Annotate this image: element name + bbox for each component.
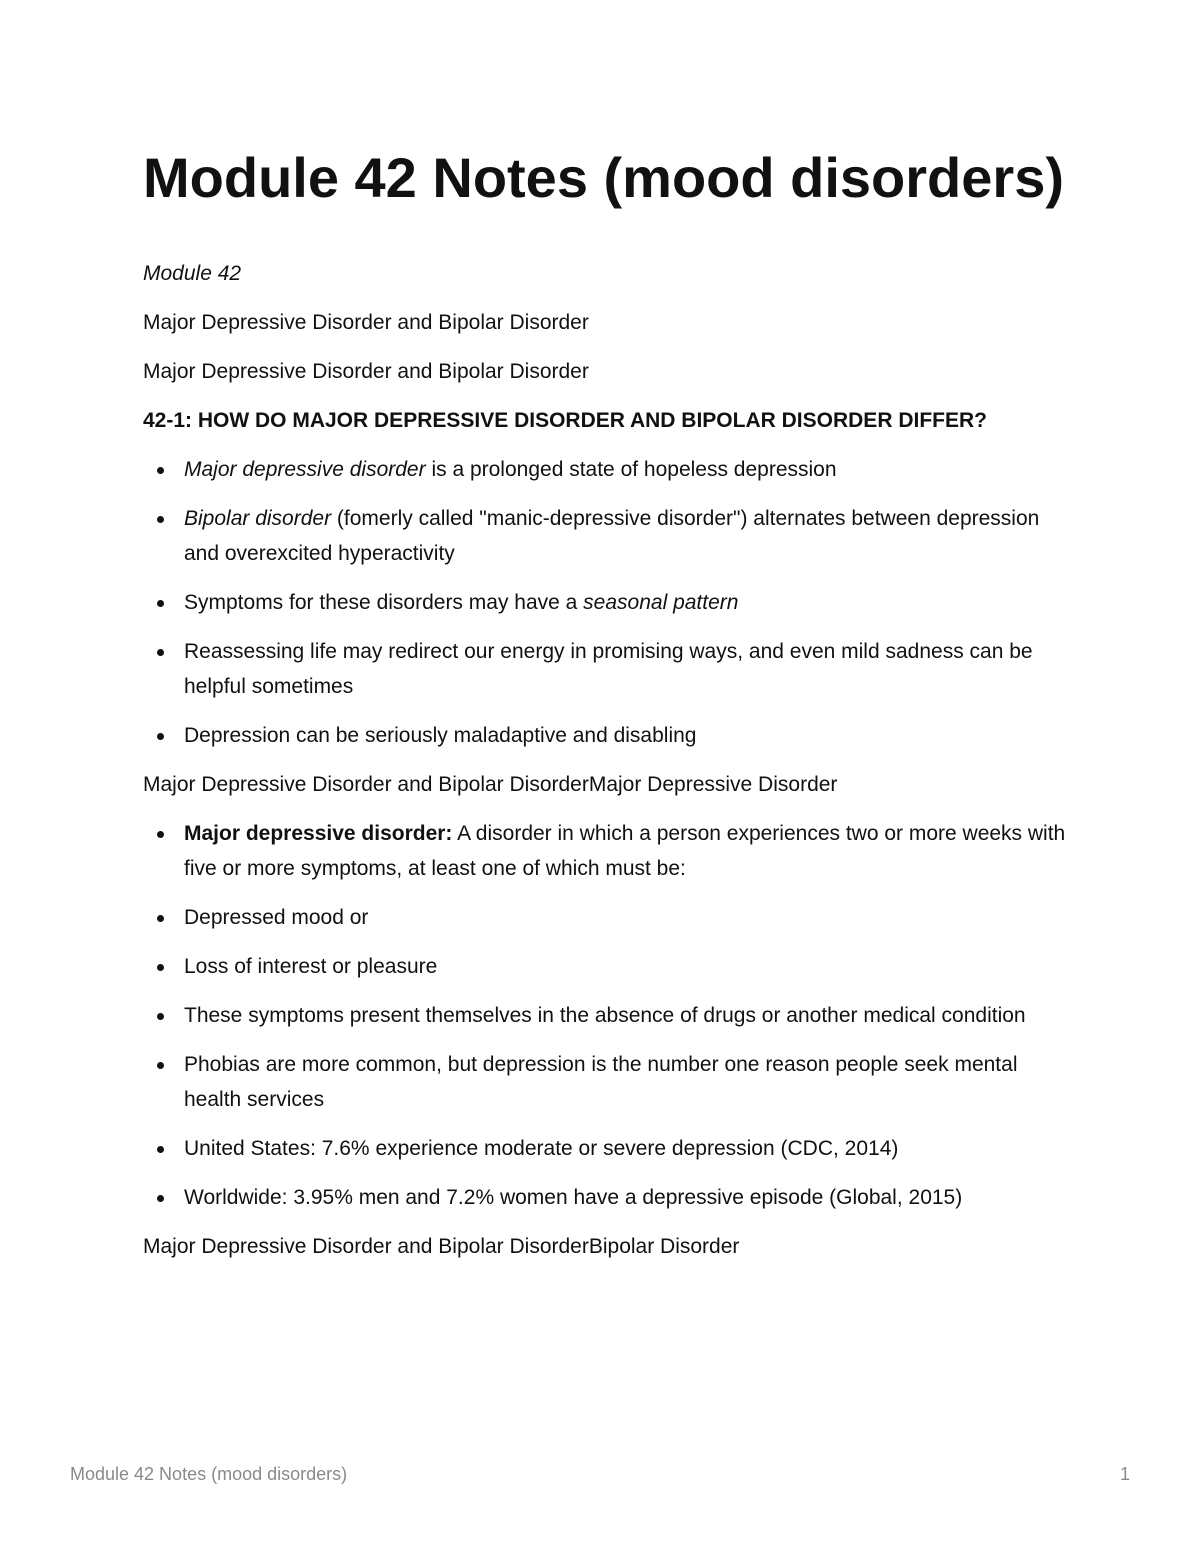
list-item-text: Phobias are more common, but depression is the number one reason people seek mental health services: [184, 1053, 1018, 1111]
list-item: [143, 900, 1073, 935]
list-item: [143, 1131, 1073, 1166]
list-item: [143, 718, 1073, 753]
list-item: [143, 816, 1073, 886]
list-item: [143, 501, 1073, 571]
list-item: [143, 634, 1073, 704]
list-item-text: These symptoms present themselves in the absence of drugs or another medical condition: [184, 1004, 1026, 1027]
emphasis: seasonal pattern: [583, 591, 739, 614]
bullet-list-2: [143, 816, 1073, 1215]
section-line-1: Major Depressive Disorder and Bipolar Disorder: [143, 311, 589, 334]
section-line-2: Major Depressive Disorder and Bipolar Disorder: [143, 360, 589, 383]
list-item-text: (fomerly called "manic-depressive disorder") alternates between depression and overexcited hyperactivity: [184, 507, 1040, 565]
list-item-text: Depressed mood or: [184, 906, 369, 929]
list-item: [143, 998, 1073, 1033]
list-item: [143, 585, 1073, 620]
list-item: [143, 1047, 1073, 1117]
list-item: [143, 1180, 1073, 1215]
page-title: Module 42 Notes (mood disorders): [143, 146, 1064, 209]
section-heading-bipolar: Major Depressive Disorder and Bipolar DisorderBipolar Disorder: [143, 1235, 740, 1258]
document-body: [143, 140, 1073, 1264]
list-item-text: Worldwide: 3.95% men and 7.2% women have a depressive episode (Global, 2015): [184, 1186, 963, 1209]
list-item-text: Reassessing life may redirect our energy in promising ways, and even mild sadness can be helpful sometimes: [184, 640, 1033, 698]
emphasis: Bipolar disorder: [184, 507, 332, 530]
list-item-text: Depression can be seriously maladaptive and disabling: [184, 724, 697, 747]
list-item-text: A disorder in which a person experiences two or more weeks with five or more symptoms, at least one of which must be:: [184, 822, 1066, 880]
footer-title: Module 42 Notes (mood disorders): [70, 1464, 348, 1484]
module-label: Module 42: [143, 262, 242, 285]
bullet-list-1: [143, 452, 1073, 753]
list-item-text: is a prolonged state of hopeless depression: [425, 458, 837, 481]
question-heading: 42-1: HOW DO MAJOR DEPRESSIVE DISORDER AND BIPOLAR DISORDER DIFFER?: [143, 409, 987, 432]
list-item: [143, 452, 1073, 487]
page-number: 1: [1119, 1464, 1130, 1484]
list-item: [143, 949, 1073, 984]
list-item-text: Loss of interest or pleasure: [184, 955, 438, 978]
list-item-text: Symptoms for these disorders may have a: [184, 591, 584, 614]
list-item-text: United States: 7.6% experience moderate or severe depression (CDC, 2014): [184, 1137, 899, 1160]
term: Major depressive disorder:: [184, 822, 453, 845]
emphasis: Major depressive disorder: [184, 458, 426, 481]
section-heading-mdd: Major Depressive Disorder and Bipolar DisorderMajor Depressive Disorder: [143, 773, 838, 796]
